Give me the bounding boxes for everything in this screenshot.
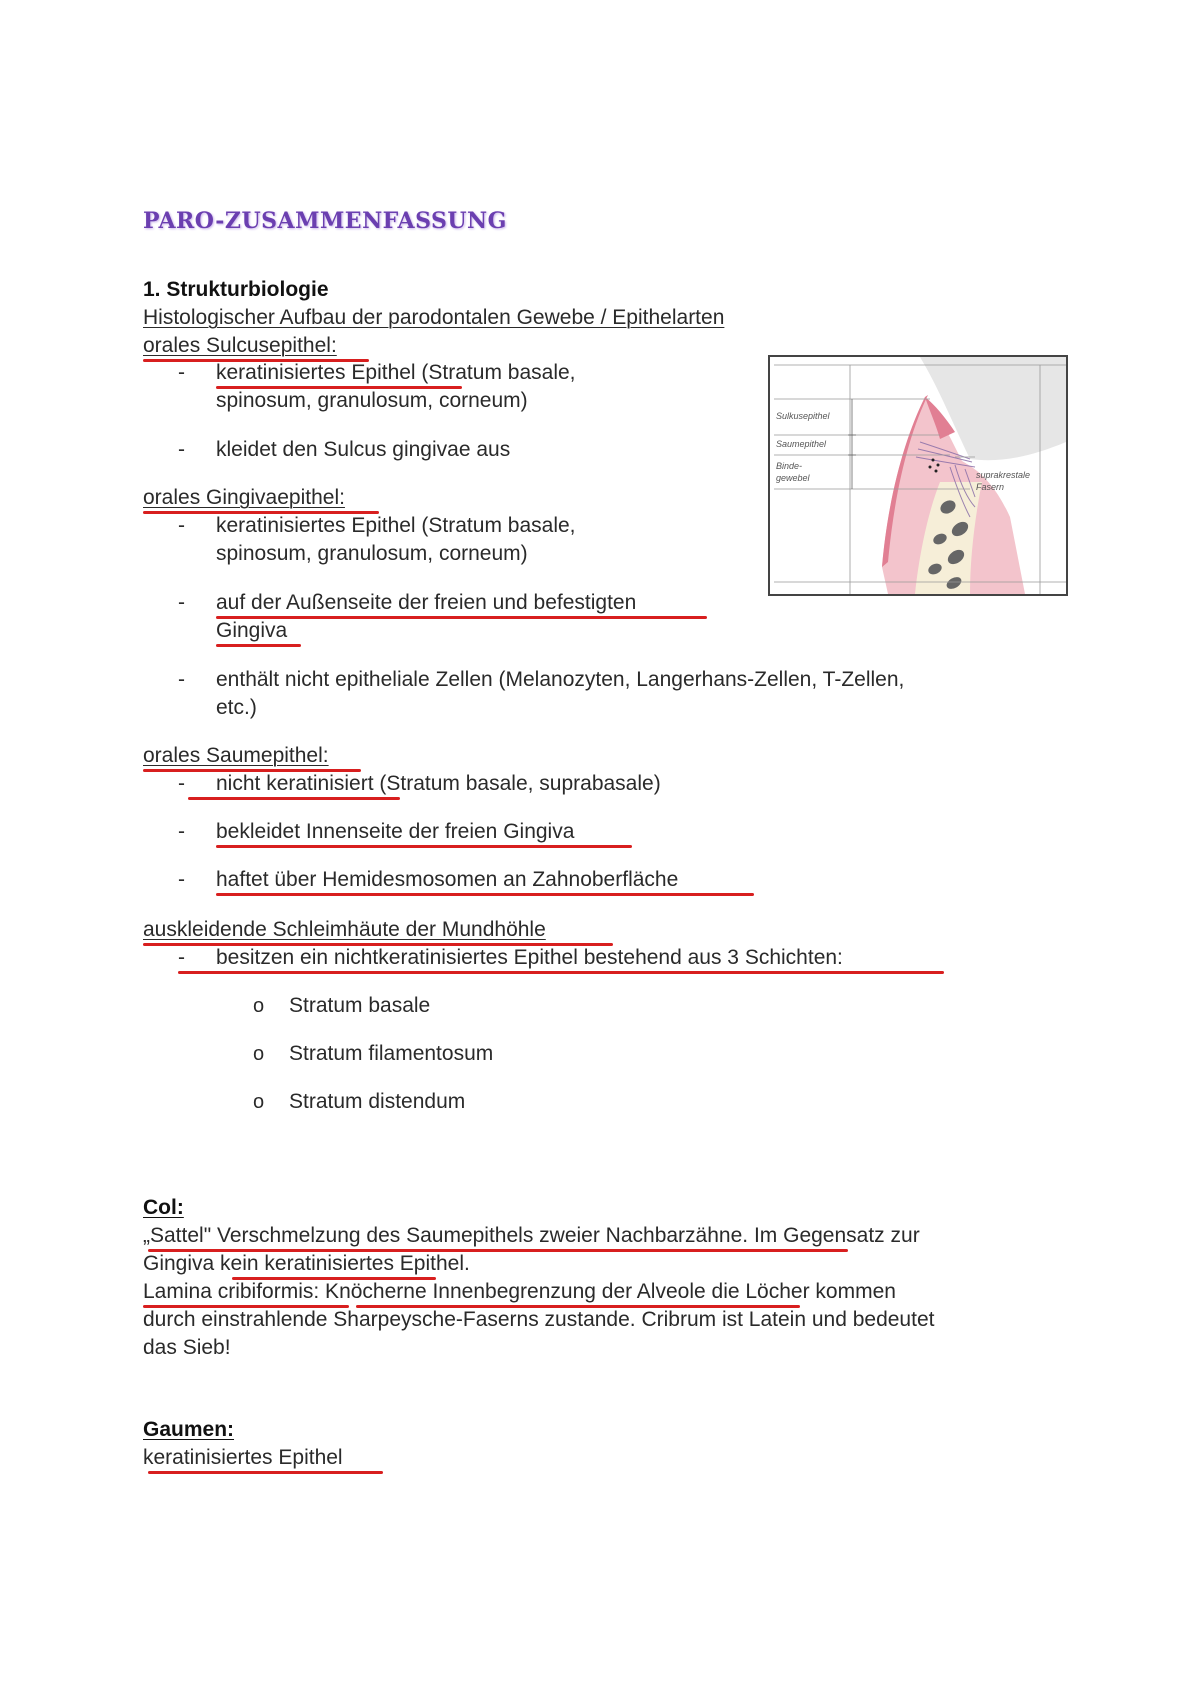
- list-item-text: spinosum, granulosum, corneum): [216, 542, 528, 565]
- list-item-text: haftet über Hemidesmosomen an Zahnoberfläche: [216, 868, 679, 891]
- list-dash: -: [178, 868, 185, 891]
- list-dash: -: [178, 361, 185, 384]
- sub-list-item: Stratum distendum: [289, 1090, 466, 1113]
- red-underline: [148, 1471, 383, 1474]
- figure-label: gewebel: [776, 473, 810, 483]
- list-dash: -: [178, 820, 185, 843]
- list-item-text: spinosum, granulosum, corneum): [216, 389, 528, 412]
- list-dash: -: [178, 438, 185, 461]
- list-dash: -: [178, 668, 185, 691]
- red-underline: [216, 845, 632, 848]
- list-item-text: etc.): [216, 696, 257, 719]
- list-item-text: nicht keratinisiert (Stratum basale, suprabasale): [216, 772, 661, 795]
- list-item-text: keratinisiertes Epithel (Stratum basale,: [216, 361, 576, 384]
- list-item-text: keratinisiertes Epithel (Stratum basale,: [216, 514, 576, 537]
- figure-label: Saumepithel: [776, 439, 827, 449]
- col-heading: Col:: [143, 1196, 184, 1219]
- list-dash: -: [178, 946, 185, 969]
- col-line-2: Gingiva kein keratinisiertes Epithel.: [143, 1252, 470, 1275]
- figure-label: Fasern: [976, 482, 1005, 492]
- red-underline: [216, 893, 754, 896]
- gaumen-line-1: keratinisiertes Epithel: [143, 1446, 343, 1469]
- list-item-text: enthält nicht epitheliale Zellen (Melanozyten, Langerhans-Zellen, T-Zellen,: [216, 668, 905, 691]
- saum-label: orales Saumepithel:: [143, 744, 329, 767]
- figure-label: Binde-: [776, 461, 803, 471]
- gaumen-heading: Gaumen:: [143, 1418, 235, 1441]
- list-dash: -: [178, 591, 185, 614]
- red-underline: [216, 616, 707, 619]
- histology-diagram: [770, 357, 1066, 594]
- list-item-text: kleidet den Sulcus gingivae aus: [216, 438, 511, 461]
- list-item-text: bekleidet Innenseite der freien Gingiva: [216, 820, 575, 843]
- red-underline: [178, 971, 944, 974]
- sub-bullet: o: [253, 1091, 265, 1113]
- sulcus-label: orales Sulcusepithel:: [143, 334, 337, 357]
- sub-list-item: Stratum basale: [289, 994, 431, 1017]
- schleimhaut-label: auskleidende Schleimhäute der Mundhöhle: [143, 918, 546, 941]
- section-heading: 1. Strukturbiologie: [143, 278, 329, 301]
- figure-label: suprakrestale: [976, 470, 1031, 480]
- col-line-4: durch einstrahlende Sharpeysche-Faserns zustande. Cribrum ist Latein und bedeutet: [143, 1308, 935, 1331]
- sub-bullet: o: [253, 995, 265, 1017]
- figure-label: Sulkusepithel: [776, 411, 830, 421]
- list-dash: -: [178, 514, 185, 537]
- list-dash: -: [178, 772, 185, 795]
- histology-figure: [768, 355, 1068, 596]
- page-title: PARO-ZUSAMMENFASSUNG: [143, 208, 507, 234]
- col-line-1: „Sattel" Verschmelzung des Saumepithels zweier Nachbarzähne. Im Gegensatz zur: [143, 1224, 920, 1247]
- col-line-5: das Sieb!: [143, 1336, 231, 1359]
- red-underline: [216, 644, 301, 647]
- sub-list-item: Stratum filamentosum: [289, 1042, 494, 1065]
- col-line-3: Lamina cribiformis: Knöcherne Innenbegrenzung der Alveole die Löcher kommen: [143, 1280, 896, 1303]
- list-item-text: auf der Außenseite der freien und befestigten: [216, 591, 637, 614]
- gingiva-label: orales Gingivaepithel:: [143, 486, 345, 509]
- section-subheading: Histologischer Aufbau der parodontalen Gewebe / Epithelarten: [143, 306, 725, 329]
- list-item-text: Gingiva: [216, 619, 288, 642]
- sub-bullet: o: [253, 1043, 265, 1065]
- list-item-text: besitzen ein nichtkeratinisiertes Epithel bestehend aus 3 Schichten:: [216, 946, 843, 969]
- red-underline: [188, 797, 400, 800]
